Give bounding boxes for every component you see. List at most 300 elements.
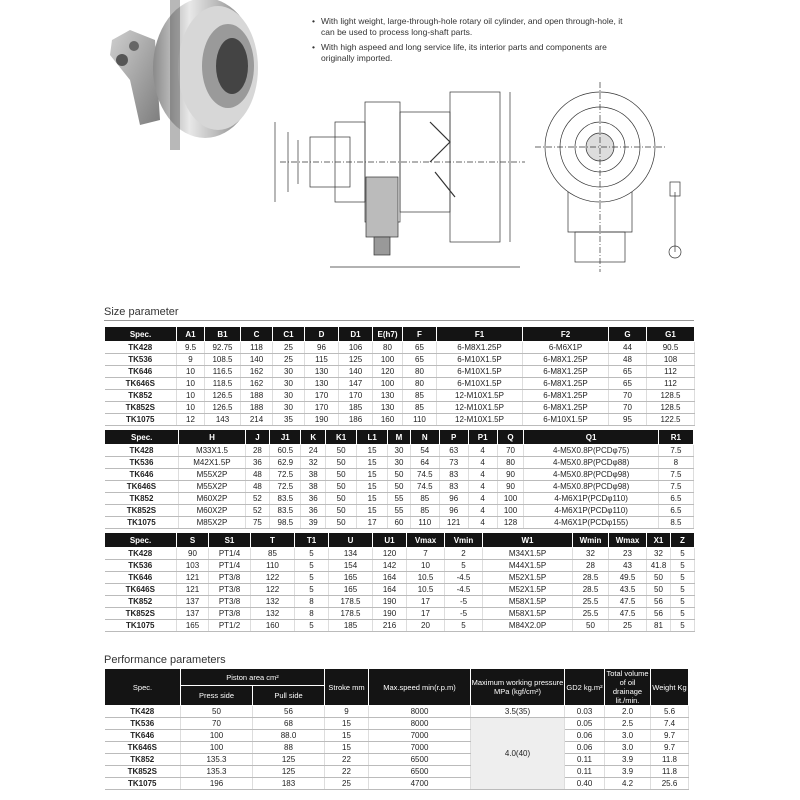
table-cell: 30: [273, 366, 305, 378]
divider: [104, 320, 694, 321]
table-cell: 4: [468, 517, 497, 529]
table-cell: 32: [301, 457, 326, 469]
table-cell: 5: [671, 608, 695, 620]
table-cell: 72.5: [270, 469, 301, 481]
table-cell: 6-M8X1.25P: [523, 402, 609, 414]
table-cell: 164: [373, 572, 407, 584]
table-cell: 10: [177, 390, 205, 402]
table-cell: 74.5: [410, 481, 439, 493]
table-cell: 15: [357, 505, 388, 517]
table-cell: 83: [439, 469, 468, 481]
table-cell: 32: [573, 548, 609, 560]
column-header: R1: [658, 430, 693, 445]
table-cell: 28.5: [573, 572, 609, 584]
column-header: Q: [497, 430, 524, 445]
table-cell: 11.8: [651, 754, 689, 766]
table-cell: 100: [373, 354, 403, 366]
table-cell: 9: [325, 706, 369, 718]
table-cell: 5: [671, 596, 695, 608]
table-cell: 186: [339, 414, 373, 426]
table-cell: 17: [357, 517, 388, 529]
table-cell: 185: [329, 620, 373, 632]
table-cell: 83: [439, 481, 468, 493]
table-row: [105, 548, 695, 560]
table-cell: 50: [326, 457, 357, 469]
table-cell: 63: [439, 445, 468, 457]
table-cell: 190: [373, 596, 407, 608]
table-cell: TK646: [105, 572, 177, 584]
table-cell: 188: [241, 402, 273, 414]
table-cell: 125: [253, 766, 325, 778]
table-cell: M55X2P: [179, 481, 245, 493]
table-cell: 130: [373, 390, 403, 402]
column-header: P1: [468, 430, 497, 445]
table-cell: 3.9: [605, 754, 651, 766]
table-cell: 147: [339, 378, 373, 390]
table-cell: 134: [329, 548, 373, 560]
table-cell: 25: [325, 778, 369, 790]
table-cell: 5: [671, 584, 695, 596]
table-cell: 5.6: [651, 706, 689, 718]
table-cell: TK428: [105, 445, 179, 457]
table-cell: 3.9: [605, 766, 651, 778]
column-header: Spec.: [105, 327, 177, 342]
table-cell: 36: [245, 457, 270, 469]
table-cell: 22: [325, 766, 369, 778]
table-cell: 2.5: [605, 718, 651, 730]
table-cell: 25.6: [651, 778, 689, 790]
table-cell: 20: [407, 620, 445, 632]
table-row: [105, 414, 695, 426]
table-cell: M52X1.5P: [483, 584, 573, 596]
table-cell: 7.5: [658, 481, 693, 493]
table-cell: 48: [245, 469, 270, 481]
table-cell: 65: [403, 354, 437, 366]
column-header: G1: [647, 327, 695, 342]
size-parameter-title: Size parameter: [104, 306, 179, 318]
table-cell: 22: [325, 754, 369, 766]
table-row: [105, 572, 695, 584]
table-cell: 80: [403, 378, 437, 390]
header-press-side: Press side: [181, 686, 253, 706]
table-row: [105, 754, 689, 766]
table-cell: 6500: [369, 754, 471, 766]
column-header: Vmax: [407, 533, 445, 548]
table-cell: 5: [295, 548, 329, 560]
table-cell: 50: [326, 493, 357, 505]
table-cell: 12: [177, 414, 205, 426]
table-cell: 98.5: [270, 517, 301, 529]
table-row: [105, 505, 694, 517]
table-cell: 85: [251, 548, 295, 560]
table-cell: 70: [609, 390, 647, 402]
table-cell: 83.5: [270, 505, 301, 517]
table-cell: 7.5: [658, 469, 693, 481]
column-header: Vmin: [445, 533, 483, 548]
table-row: [105, 366, 695, 378]
table-cell: 56: [253, 706, 325, 718]
table-cell: M33X1.5: [179, 445, 245, 457]
table-cell: 100: [181, 730, 253, 742]
table-cell: 44: [609, 342, 647, 354]
table-cell: 15: [325, 742, 369, 754]
table-row: [105, 457, 694, 469]
column-header: X1: [647, 533, 671, 548]
table-cell: 72.5: [270, 481, 301, 493]
table-cell: 32: [647, 548, 671, 560]
table-cell: 6.5: [658, 505, 693, 517]
table-cell: 178.5: [329, 608, 373, 620]
feature-bullet: • With high aspeed and long service life, its interior parts and components are originally imported.: [312, 42, 632, 64]
feature-bullets: [312, 16, 632, 68]
table-cell: 4-M5X0.8P(PCDφ88): [524, 457, 658, 469]
column-header: S: [177, 533, 209, 548]
table-cell: 90: [497, 469, 524, 481]
table-cell: 48: [245, 481, 270, 493]
table-cell: 36: [301, 505, 326, 517]
table-cell: 118: [241, 342, 273, 354]
size-table-3: [104, 532, 695, 632]
table-row: [105, 390, 695, 402]
table-cell: 49.5: [609, 572, 647, 584]
table-cell: 4-M5X0.8P(PCDφ98): [524, 481, 658, 493]
column-header: E(h7): [373, 327, 403, 342]
table-cell: 4: [468, 481, 497, 493]
table-cell: -4.5: [445, 572, 483, 584]
column-header: N: [410, 430, 439, 445]
table-cell: TK852: [105, 596, 177, 608]
table-row: [105, 445, 694, 457]
feature-bullet: • With light weight, large-through-hole rotary oil cylinder, and open through-hole, it can be used to process long-shaft parts.: [312, 16, 632, 38]
table-cell: 25.5: [573, 596, 609, 608]
table-cell: 10.5: [407, 584, 445, 596]
column-header: G: [609, 327, 647, 342]
table-cell: 4: [468, 445, 497, 457]
header-spec: Spec.: [105, 669, 181, 706]
table-cell: 214: [241, 414, 273, 426]
table-cell: 35: [273, 414, 305, 426]
table-row: [105, 608, 695, 620]
table-cell: 6-M8X1.25P: [523, 378, 609, 390]
table-row: [105, 730, 689, 742]
table-row: [105, 766, 689, 778]
table-cell: 160: [251, 620, 295, 632]
table-cell: 47.5: [609, 596, 647, 608]
table-cell: 52: [245, 493, 270, 505]
table-cell: 125: [339, 354, 373, 366]
table-cell: PT3/8: [209, 584, 251, 596]
table-row: [105, 706, 689, 718]
column-header: Wmin: [573, 533, 609, 548]
table-cell: PT1/4: [209, 560, 251, 572]
table-cell: 17: [407, 608, 445, 620]
column-header: D1: [339, 327, 373, 342]
table-cell: 50: [326, 505, 357, 517]
table-cell: 112: [647, 378, 695, 390]
column-header: T1: [295, 533, 329, 548]
table-cell: 188: [241, 390, 273, 402]
table-cell: TK646: [105, 730, 181, 742]
table-cell: 55: [388, 505, 411, 517]
table-cell: 88: [253, 742, 325, 754]
table-cell: 165: [329, 572, 373, 584]
table-cell: 30: [388, 445, 411, 457]
table-row: [105, 402, 695, 414]
table-cell: 47.5: [609, 608, 647, 620]
table-cell: 3.5(35): [471, 706, 565, 718]
table-cell: 3.0: [605, 742, 651, 754]
table-cell: 100: [497, 493, 524, 505]
table-cell: 11.8: [651, 766, 689, 778]
table-cell: 100: [497, 505, 524, 517]
table-cell: 65: [609, 378, 647, 390]
table-cell: TK646: [105, 469, 179, 481]
table-cell: 50: [647, 572, 671, 584]
table-cell: 128.5: [647, 390, 695, 402]
table-cell: 5: [295, 560, 329, 572]
table-cell: 6-M10X1.5P: [523, 414, 609, 426]
table-cell: TK1075: [105, 620, 177, 632]
table-cell: 6-M8X1.25P: [437, 342, 523, 354]
table-cell: 50: [388, 481, 411, 493]
table-cell: 154: [329, 560, 373, 572]
table-cell: 110: [403, 414, 437, 426]
table-cell: 62.9: [270, 457, 301, 469]
table-cell: 65: [609, 366, 647, 378]
column-header: W1: [483, 533, 573, 548]
column-header: J1: [270, 430, 301, 445]
table-cell: 126.5: [205, 402, 241, 414]
table-cell: 74.5: [410, 469, 439, 481]
table-cell: 108: [647, 354, 695, 366]
table-cell: 15: [357, 469, 388, 481]
table-cell: PT3/8: [209, 572, 251, 584]
table-cell: 6.5: [658, 493, 693, 505]
product-photo: [100, 0, 260, 150]
table-cell: 10.5: [407, 572, 445, 584]
header-piston-area: Piston area cm²: [181, 669, 325, 686]
table-cell: 122: [251, 572, 295, 584]
table-cell: TK536: [105, 560, 177, 572]
column-header: B1: [205, 327, 241, 342]
column-header: J: [245, 430, 270, 445]
table-cell: 0.05: [565, 718, 605, 730]
table-cell: 190: [305, 414, 339, 426]
table-cell: 4-M5X0.8P(PCDφ98): [524, 469, 658, 481]
table-cell: 165: [177, 620, 209, 632]
table-header-row: [105, 533, 695, 548]
table-cell: 4-M6X1P(PCDφ110): [524, 493, 658, 505]
table-cell: 41.8: [647, 560, 671, 572]
table-cell: 70: [609, 402, 647, 414]
table-cell: 185: [339, 402, 373, 414]
table-cell: 4.0(40): [471, 718, 565, 790]
table-cell: 103: [177, 560, 209, 572]
table-cell: 140: [339, 366, 373, 378]
table-cell: 23: [609, 548, 647, 560]
table-row: [105, 469, 694, 481]
table-cell: 135.3: [181, 766, 253, 778]
table-cell: 25.5: [573, 608, 609, 620]
table-cell: 10: [177, 378, 205, 390]
table-cell: 4: [468, 457, 497, 469]
table-cell: 110: [410, 517, 439, 529]
column-header: P: [439, 430, 468, 445]
table-cell: 196: [181, 778, 253, 790]
table-cell: 6-M6X1P: [523, 342, 609, 354]
table-cell: 7000: [369, 730, 471, 742]
table-cell: 6-M10X1.5P: [437, 366, 523, 378]
table-cell: 15: [357, 445, 388, 457]
table-cell: TK646S: [105, 584, 177, 596]
table-cell: 0.06: [565, 730, 605, 742]
table-cell: 80: [497, 457, 524, 469]
table-cell: M60X2P: [179, 493, 245, 505]
table-cell: 5: [295, 620, 329, 632]
table-cell: 7.5: [658, 445, 693, 457]
table-cell: 50: [326, 481, 357, 493]
table-cell: 30: [273, 390, 305, 402]
table-cell: 165: [329, 584, 373, 596]
table-cell: 6-M10X1.5P: [437, 378, 523, 390]
column-header: Z: [671, 533, 695, 548]
table-cell: 80: [373, 342, 403, 354]
table-cell: 170: [305, 390, 339, 402]
table-cell: 5: [445, 620, 483, 632]
table-header-row: [105, 327, 695, 342]
table-cell: 0.11: [565, 754, 605, 766]
table-cell: 56: [647, 596, 671, 608]
table-cell: 4: [468, 493, 497, 505]
table-cell: 30: [273, 378, 305, 390]
table-cell: 15: [357, 493, 388, 505]
table-cell: 130: [305, 378, 339, 390]
column-header: U1: [373, 533, 407, 548]
table-cell: TK852S: [105, 608, 177, 620]
table-cell: 164: [373, 584, 407, 596]
table-cell: 121: [177, 572, 209, 584]
table-cell: 130: [373, 402, 403, 414]
table-cell: 122: [251, 584, 295, 596]
column-header: Wmax: [609, 533, 647, 548]
column-header: C: [241, 327, 273, 342]
column-header: T: [251, 533, 295, 548]
table-cell: 8: [295, 596, 329, 608]
column-header: F1: [437, 327, 523, 342]
table-cell: 90.5: [647, 342, 695, 354]
table-cell: 120: [373, 548, 407, 560]
table-cell: 56: [647, 608, 671, 620]
table-cell: 50: [326, 445, 357, 457]
header-oil-drainage: Total volume of oil drainage lit./min.: [606, 669, 649, 705]
table-cell: 50: [326, 517, 357, 529]
table-row: [105, 596, 695, 608]
table-cell: TK852S: [105, 402, 177, 414]
table-cell: 85: [410, 493, 439, 505]
table-cell: 4700: [369, 778, 471, 790]
table-cell: 75: [245, 517, 270, 529]
table-cell: M42X1.5P: [179, 457, 245, 469]
table-cell: M58X1.5P: [483, 596, 573, 608]
header-pressure: Maximum working pressure MPa (kgf/cm²): [471, 669, 565, 706]
table-cell: 90: [497, 481, 524, 493]
column-header: M: [388, 430, 411, 445]
table-cell: 121: [177, 584, 209, 596]
table-cell: 8.5: [658, 517, 693, 529]
table-cell: 120: [373, 366, 403, 378]
size-table-1: [104, 326, 695, 426]
table-cell: 135.3: [181, 754, 253, 766]
table-cell: 95: [609, 414, 647, 426]
table-cell: 7000: [369, 742, 471, 754]
table-cell: 83.5: [270, 493, 301, 505]
table-cell: 5: [671, 620, 695, 632]
table-cell: 100: [373, 378, 403, 390]
table-cell: TK536: [105, 354, 177, 366]
table-row: [105, 354, 695, 366]
table-cell: 90: [177, 548, 209, 560]
table-cell: 130: [305, 366, 339, 378]
table-cell: 5: [445, 560, 483, 572]
table-cell: 9.7: [651, 730, 689, 742]
table-cell: 54: [410, 445, 439, 457]
table-cell: M34X1.5P: [483, 548, 573, 560]
table-cell: 118.5: [205, 378, 241, 390]
table-cell: 162: [241, 378, 273, 390]
table-cell: 115: [305, 354, 339, 366]
table-row: [105, 493, 694, 505]
column-header: L1: [357, 430, 388, 445]
table-cell: 38: [301, 481, 326, 493]
table-cell: 162: [241, 366, 273, 378]
table-cell: TK1075: [105, 414, 177, 426]
table-cell: TK852: [105, 754, 181, 766]
table-row: [105, 620, 695, 632]
table-cell: 106: [339, 342, 373, 354]
table-cell: 7: [407, 548, 445, 560]
table-cell: 5: [295, 572, 329, 584]
table-cell: 48: [609, 354, 647, 366]
table-row: [105, 517, 694, 529]
table-cell: 6-M10X1.5P: [437, 354, 523, 366]
table-cell: 85: [403, 402, 437, 414]
table-cell: 12-M10X1.5P: [437, 402, 523, 414]
table-cell: 10: [407, 560, 445, 572]
table-cell: TK646: [105, 366, 177, 378]
table-cell: 39: [301, 517, 326, 529]
table-cell: 60.5: [270, 445, 301, 457]
table-cell: 25: [273, 354, 305, 366]
table-row: [105, 481, 694, 493]
table-row: [105, 718, 689, 730]
column-header: U: [329, 533, 373, 548]
table-cell: 70: [497, 445, 524, 457]
table-cell: 0.11: [565, 766, 605, 778]
header-pull-side: Pull side: [253, 686, 325, 706]
table-cell: 96: [439, 505, 468, 517]
table-cell: M58X1.5P: [483, 608, 573, 620]
table-cell: PT3/8: [209, 608, 251, 620]
table-cell: 183: [253, 778, 325, 790]
table-cell: -4.5: [445, 584, 483, 596]
table-cell: 9.5: [177, 342, 205, 354]
table-cell: -5: [445, 608, 483, 620]
table-cell: 50: [326, 469, 357, 481]
table-cell: TK852S: [105, 505, 179, 517]
table-cell: TK1075: [105, 778, 181, 790]
table-cell: -5: [445, 596, 483, 608]
table-cell: 15: [325, 718, 369, 730]
